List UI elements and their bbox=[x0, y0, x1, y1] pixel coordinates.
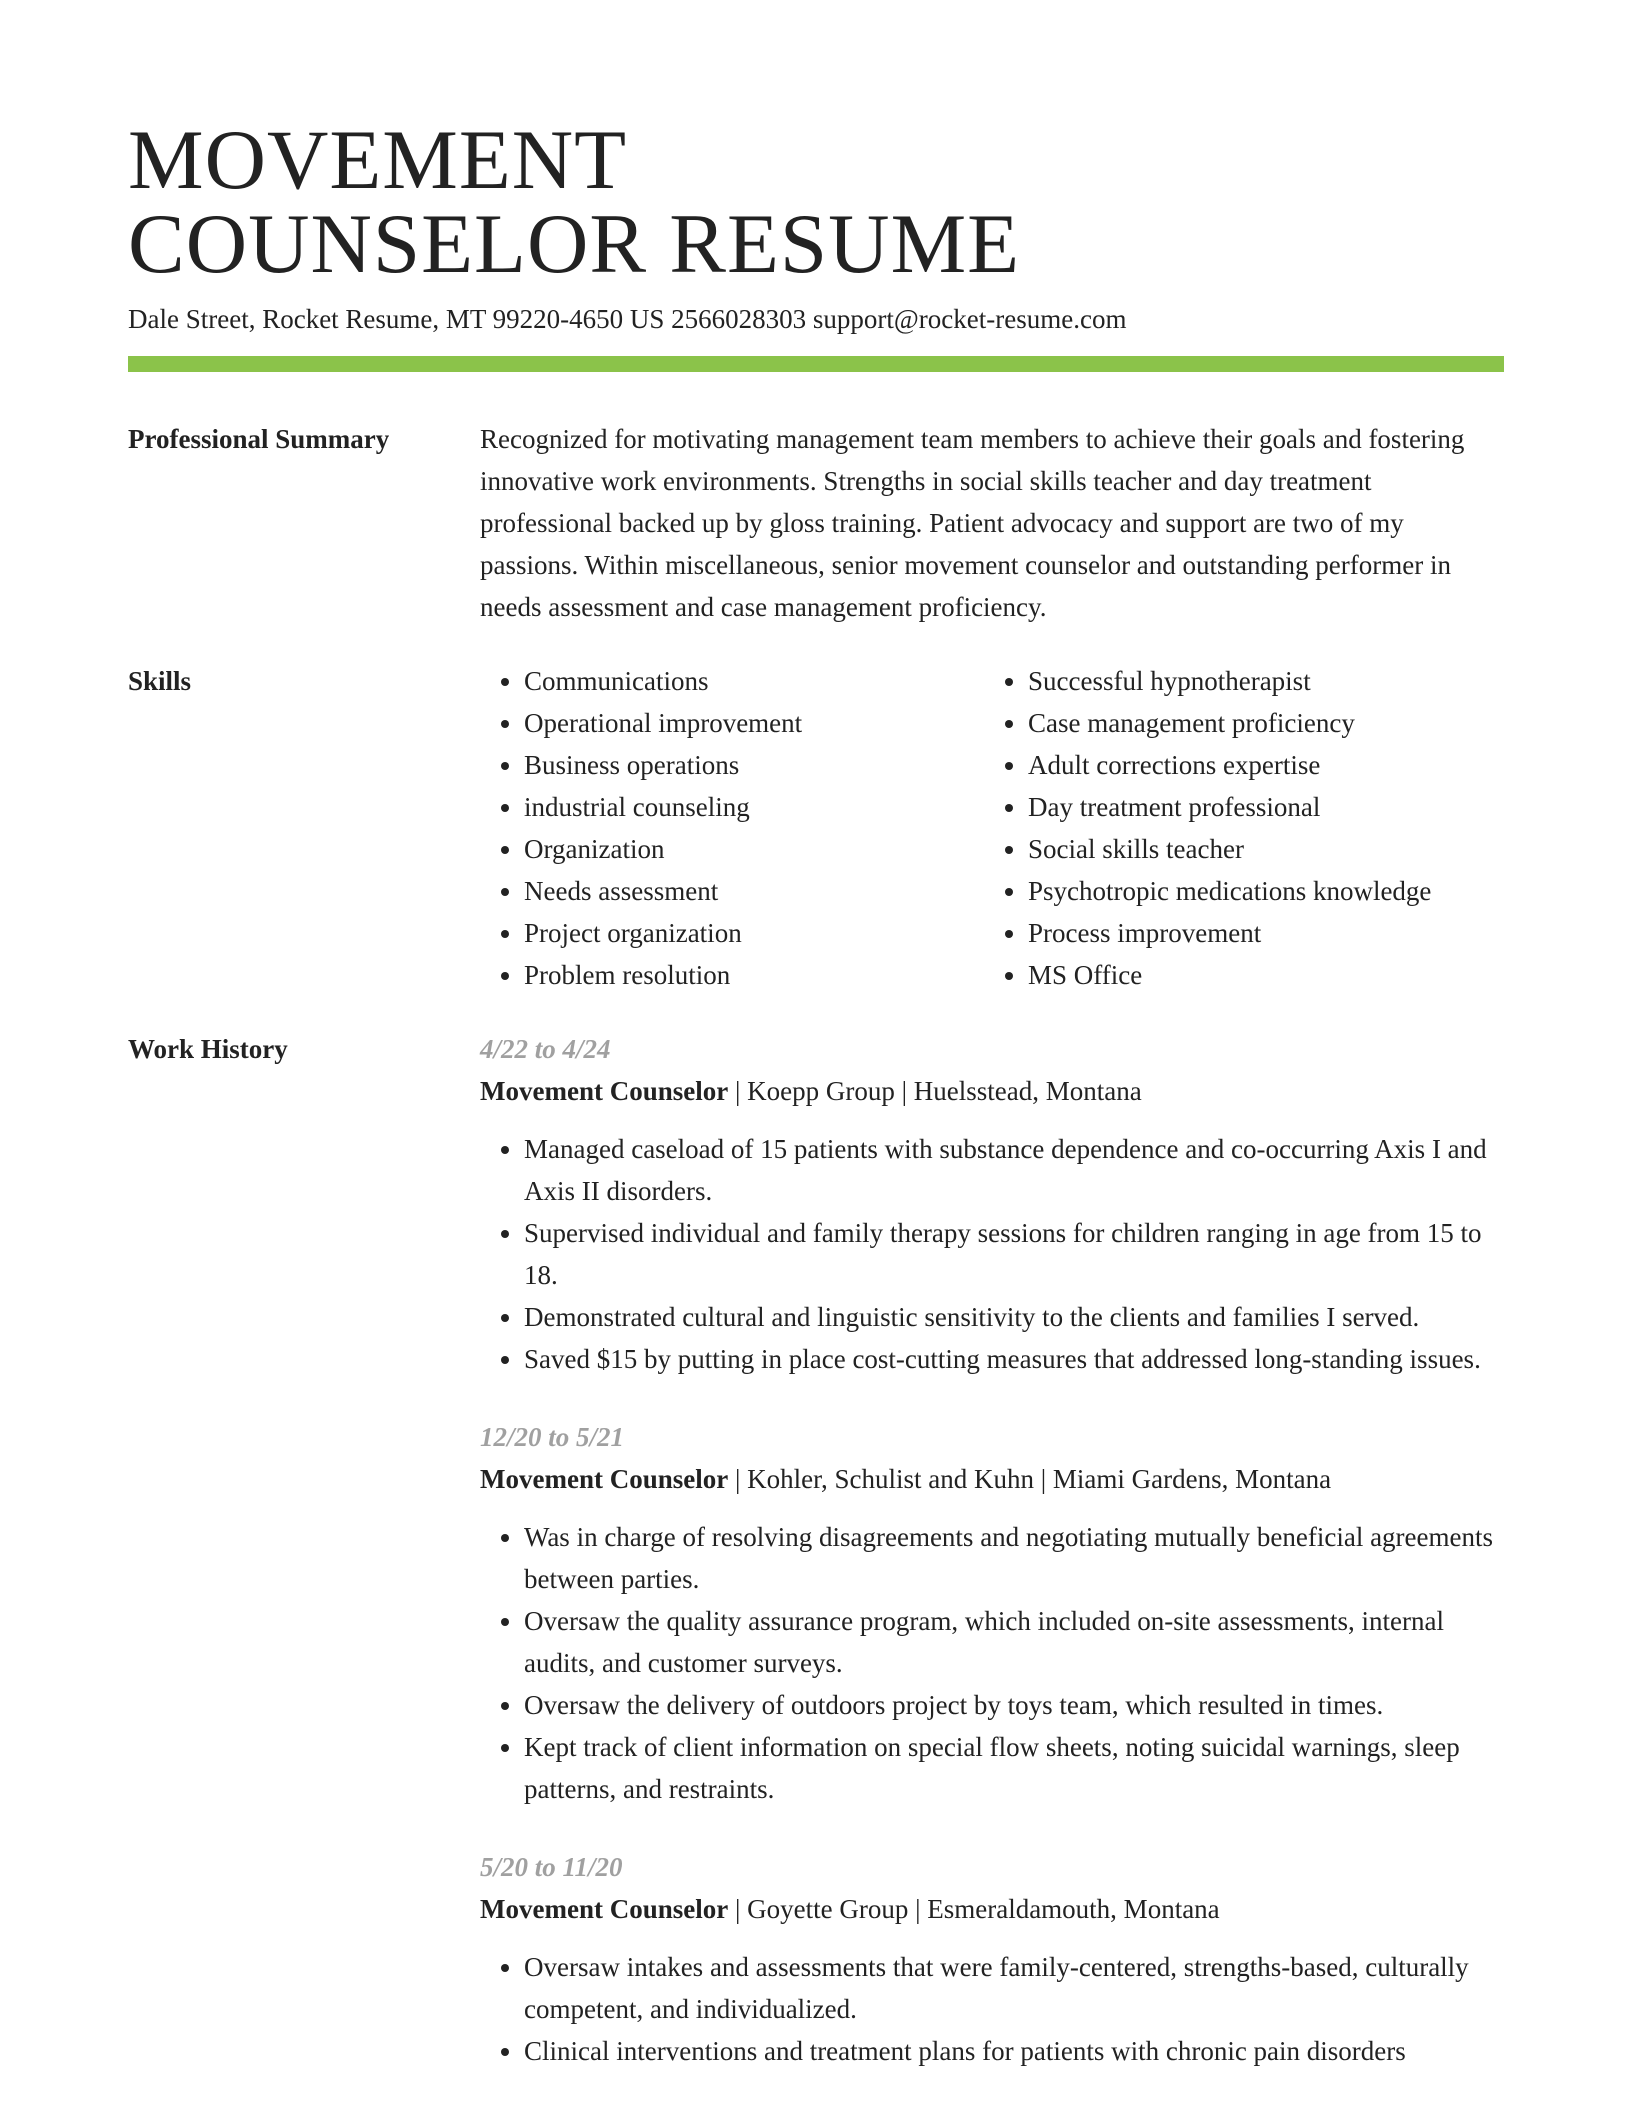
skill-item: • MS Office bbox=[1028, 954, 1488, 996]
skill-item: • Project organization bbox=[524, 912, 984, 954]
work-history-heading: Work History bbox=[128, 1034, 288, 1064]
job-bullet: • Supervised individual and family therapy sessions for children ranging in age from 15 to 18. bbox=[524, 1212, 1504, 1296]
resume-page bbox=[128, 113, 1504, 2108]
summary-heading: Professional Summary bbox=[128, 424, 390, 454]
page-title bbox=[128, 113, 1504, 291]
job-bullet: • Kept track of client information on special flow sheets, noting suicidal warnings, sleep patterns, and restraints. bbox=[524, 1726, 1504, 1810]
skill-item: • Operational improvement bbox=[524, 702, 984, 744]
job-title: Movement Counselor bbox=[480, 1464, 729, 1494]
skill-item: • Process improvement bbox=[1028, 912, 1488, 954]
skill-item: • Needs assessment bbox=[524, 870, 984, 912]
skill-item: • Communications bbox=[524, 660, 984, 702]
job-bullet: • Managed caseload of 15 patients with substance dependence and co-occurring Axis I and Axis II disorders. bbox=[524, 1128, 1504, 1212]
summary-section bbox=[128, 418, 1504, 628]
title-line-2: COUNSELOR RESUME bbox=[128, 197, 1021, 291]
job-entry bbox=[480, 1416, 1504, 1810]
job-bullets bbox=[480, 1516, 1504, 1810]
job-bullet: • Oversaw the delivery of outdoors project by toys team, which resulted in times. bbox=[524, 1684, 1504, 1726]
job-dates: 4/22 to 4/24 bbox=[480, 1034, 611, 1064]
job-bullet: • Demonstrated cultural and linguistic sensitivity to the clients and families I served. bbox=[524, 1296, 1504, 1338]
job-bullet: • Oversaw the quality assurance program, which included on-site assessments, internal audits, and customer surveys. bbox=[524, 1600, 1504, 1684]
skill-item: • industrial counseling bbox=[524, 786, 984, 828]
work-history-body bbox=[480, 1028, 1504, 2108]
job-title-line bbox=[480, 1888, 1504, 1930]
job-dates: 5/20 to 11/20 bbox=[480, 1852, 623, 1882]
skills-section bbox=[128, 660, 1504, 996]
job-title: Movement Counselor bbox=[480, 1076, 729, 1106]
accent-divider bbox=[128, 356, 1504, 372]
skill-item: • Psychotropic medications knowledge bbox=[1028, 870, 1488, 912]
skill-item: • Business operations bbox=[524, 744, 984, 786]
skills-list-col1 bbox=[480, 660, 984, 996]
job-details: | Koepp Group | Huelsstead, Montana bbox=[728, 1076, 1142, 1106]
job-title: Movement Counselor bbox=[480, 1894, 729, 1924]
job-bullet: • Saved $15 by putting in place cost-cutting measures that addressed long-standing issues. bbox=[524, 1338, 1504, 1380]
skill-item: • Adult corrections expertise bbox=[1028, 744, 1488, 786]
summary-text: Recognized for motivating management team members to achieve their goals and fostering innovative work environments. Strengths in social skills teacher and day treatment professional backed up by gloss training. Patient advocacy and support are two of my passions. Within miscellaneous, senior movement counselor and outstanding performer in needs assessment and case management proficiency. bbox=[480, 424, 1465, 622]
work-history-section bbox=[128, 1028, 1504, 2108]
job-bullet: • Oversaw intakes and assessments that were family-centered, strengths-based, culturally competent, and individualized. bbox=[524, 1946, 1504, 2030]
skills-heading: Skills bbox=[128, 666, 192, 696]
skill-item: • Organization bbox=[524, 828, 984, 870]
skill-item: • Problem resolution bbox=[524, 954, 984, 996]
job-entry bbox=[480, 1028, 1504, 1380]
job-details: | Goyette Group | Esmeraldamouth, Montana bbox=[728, 1894, 1220, 1924]
summary-body bbox=[480, 418, 1504, 628]
title-line-1: MOVEMENT bbox=[128, 113, 628, 207]
skills-list-col2 bbox=[984, 660, 1488, 996]
job-dates: 12/20 to 5/21 bbox=[480, 1422, 625, 1452]
job-bullet: • Was in charge of resolving disagreements and negotiating mutually beneficial agreements between parties. bbox=[524, 1516, 1504, 1600]
job-entry bbox=[480, 1846, 1504, 2072]
skill-item: • Social skills teacher bbox=[1028, 828, 1488, 870]
job-title-line bbox=[480, 1070, 1504, 1112]
job-bullet: • Clinical interventions and treatment plans for patients with chronic pain disorders bbox=[524, 2030, 1504, 2072]
job-title-line bbox=[480, 1458, 1504, 1500]
contact-info: Dale Street, Rocket Resume, MT 99220-4650 US 2566028303 support@rocket-resume.com bbox=[128, 304, 1127, 334]
job-bullets bbox=[480, 1128, 1504, 1380]
skill-item: • Successful hypnotherapist bbox=[1028, 660, 1488, 702]
skill-item: • Case management proficiency bbox=[1028, 702, 1488, 744]
job-details: | Kohler, Schulist and Kuhn | Miami Gardens, Montana bbox=[728, 1464, 1332, 1494]
job-bullets bbox=[480, 1946, 1504, 2072]
skill-item: • Day treatment professional bbox=[1028, 786, 1488, 828]
skills-body bbox=[480, 660, 1504, 996]
